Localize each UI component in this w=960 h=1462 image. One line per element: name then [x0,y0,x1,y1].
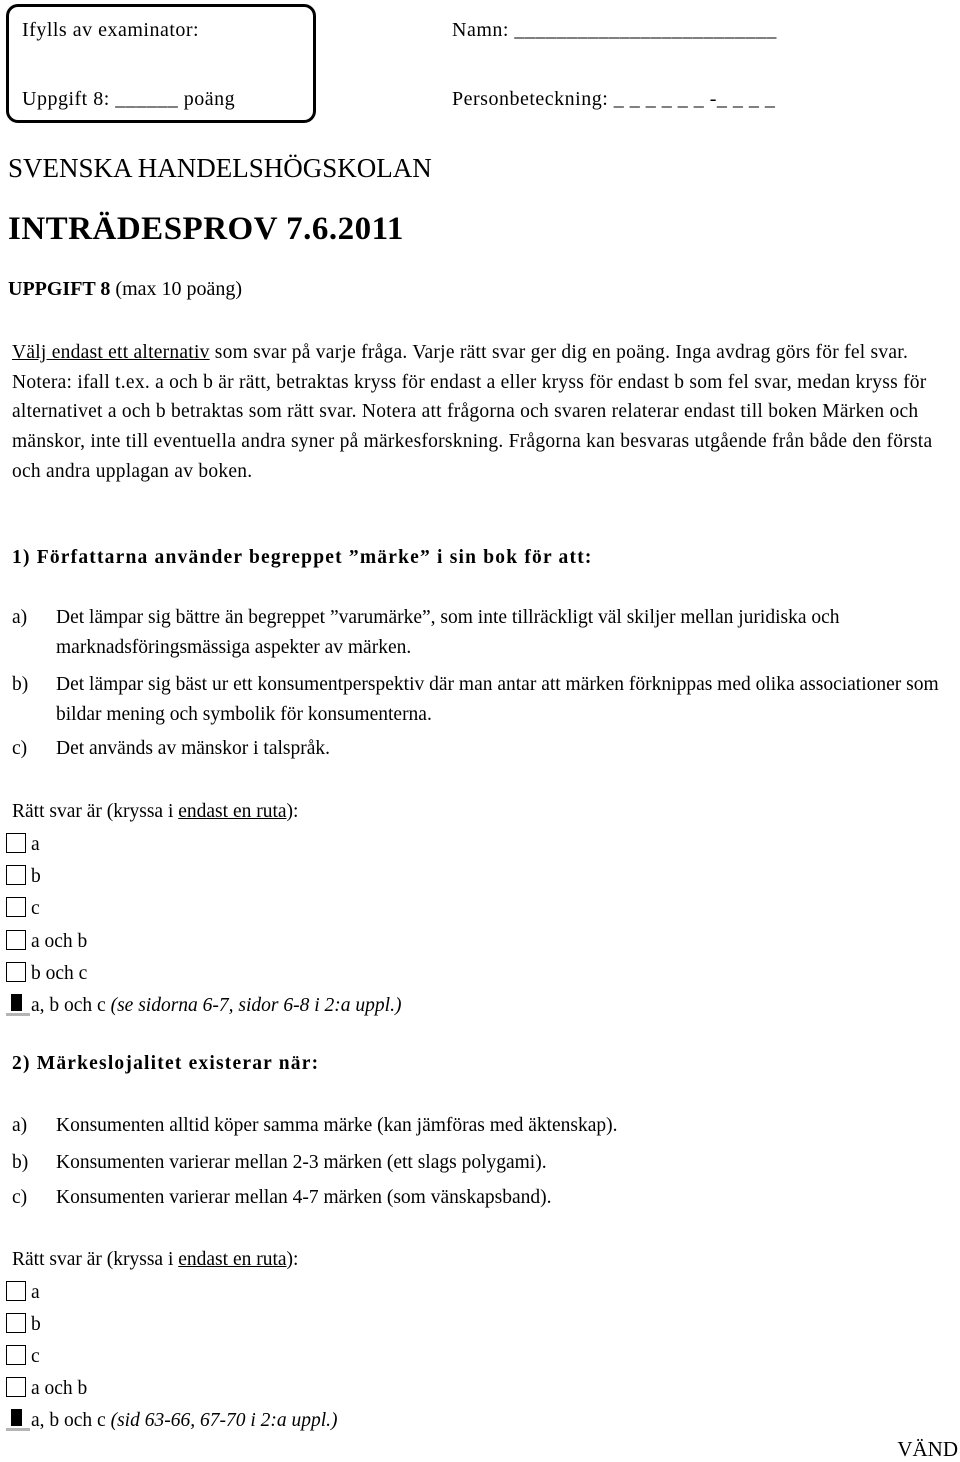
prompt-underlined: endast en ruta [178,1249,287,1270]
prompt-underlined: endast en ruta [178,801,287,822]
instructions [12,338,952,487]
question-1-option-a [12,603,958,663]
option-text: Det lämpar sig bäst ur ett konsumentperspektiv där man antar att märken förknippas med olika associationer som bildar mening och symbolik för konsumenterna. [56,674,939,725]
option-label: a) [12,1115,28,1136]
choice-text: a och b [31,1378,88,1399]
choice-text: a, b och c [31,995,106,1016]
question-2-option-b [12,1148,958,1178]
task-label: UPPGIFT 8 [8,278,111,300]
choice-text: a och b [31,931,88,952]
q1-choice-c[interactable] [6,896,40,922]
choice-text: c [31,1346,40,1367]
checkbox-checked[interactable] [6,994,26,1014]
question-1-title: 1) Författarna använder begreppet ”märke” i sin bok för att: [12,547,593,568]
personal-id-field[interactable]: Personbeteckning: _ _ _ _ _ _ -_ _ _ _ [452,88,776,110]
q1-choice-a-och-b[interactable] [6,929,87,955]
choice-text: c [31,898,40,919]
option-text: Det används av mänskor i talspråk. [56,738,331,759]
instructions-lead: Välj endast ett alternativ [12,342,210,363]
prompt-after: ): [286,801,299,822]
option-label: c) [12,738,28,759]
checkbox[interactable] [6,1281,26,1301]
option-text: Det lämpar sig bättre än begreppet ”varumärke”, som inte tillräckligt väl skiljer mellan juridiska och marknadsföringsmässiga aspekter av märken. [56,607,840,658]
choice-note: (sid 63-66, 67-70 i 2:a uppl.) [110,1410,338,1431]
option-label: b) [12,1152,29,1173]
school-name: SVENSKA HANDELSHÖGSKOLAN [8,153,432,183]
checkbox[interactable] [6,962,26,982]
option-label: a) [12,607,28,628]
q1-choice-a[interactable] [6,832,40,858]
choice-text: b och c [31,963,88,984]
q1-choice-b[interactable] [6,864,41,890]
option-text: Konsumenten varierar mellan 2-3 märken (ett slags polygami). [56,1152,547,1173]
instructions-rest: som svar på varje fråga. Varje rätt svar ger dig en poäng. Inga avdrag görs för fel svar. Notera: ifall t.ex. a och b är rätt, betraktas kryss för endast a eller kryss för endast b som fel svar, medan kryss för alternativet a och b betraktas som rätt svar. Notera att frågorna och svaren relaterar endast till boken Märken och mänskor, inte till eventuella andra syner på märkesforskning. Frågorna kan besvaras utgående från både den första och andra upplagan av boken. [12,342,933,482]
choice-text: a, b och c [31,1410,106,1431]
task-max: (max 10 poäng) [115,278,243,300]
checkbox[interactable] [6,833,26,853]
choice-text: a [31,834,40,855]
option-text: Konsumenten alltid köper samma märke (kan jämföras med äktenskap). [56,1115,618,1136]
question-2-option-a [12,1111,958,1141]
option-label: c) [12,1187,28,1208]
answer-prompt-2 [12,1249,298,1271]
prompt-before: Rätt svar är (kryssa i [12,801,179,822]
checkbox-checked[interactable] [6,1409,26,1429]
question-1-option-c [12,734,958,764]
task-heading [8,278,242,301]
checkbox[interactable] [6,865,26,885]
choice-text: b [31,1314,41,1335]
turn-page-label: VÄND [897,1437,958,1461]
option-text: Konsumenten varierar mellan 4-7 märken (som vänskapsband). [56,1187,552,1208]
prompt-after: ): [286,1249,299,1270]
answer-prompt-1 [12,801,298,823]
question-2-title: 2) Märkeslojalitet existerar när: [12,1053,320,1074]
option-label: b) [12,674,29,695]
choice-note: (se sidorna 6-7, sidor 6-8 i 2:a uppl.) [110,995,402,1016]
q2-choice-b[interactable] [6,1312,41,1338]
choice-text: b [31,866,41,887]
checkbox[interactable] [6,1345,26,1365]
exam-title: INTRÄDESPROV 7.6.2011 [8,211,404,247]
q1-choice-b-och-c[interactable] [6,961,87,987]
task-points-field[interactable]: Uppgift 8: ______ poäng [22,88,236,110]
checkbox[interactable] [6,897,26,917]
checkbox[interactable] [6,1377,26,1397]
question-2-option-c [12,1183,958,1213]
q2-choice-c[interactable] [6,1344,40,1370]
q2-choice-a[interactable] [6,1280,40,1306]
name-field[interactable]: Namn: _________________________ [452,19,777,41]
q1-choice-a-b-och-c[interactable] [6,993,401,1019]
checkbox[interactable] [6,930,26,950]
question-1-option-b [12,670,958,730]
choice-text: a [31,1282,40,1303]
checkbox[interactable] [6,1313,26,1333]
q2-choice-a-b-och-c[interactable] [6,1408,338,1434]
q2-choice-a-och-b[interactable] [6,1376,87,1402]
examiner-label: Ifylls av examinator: [22,19,200,41]
prompt-before: Rätt svar är (kryssa i [12,1249,179,1270]
